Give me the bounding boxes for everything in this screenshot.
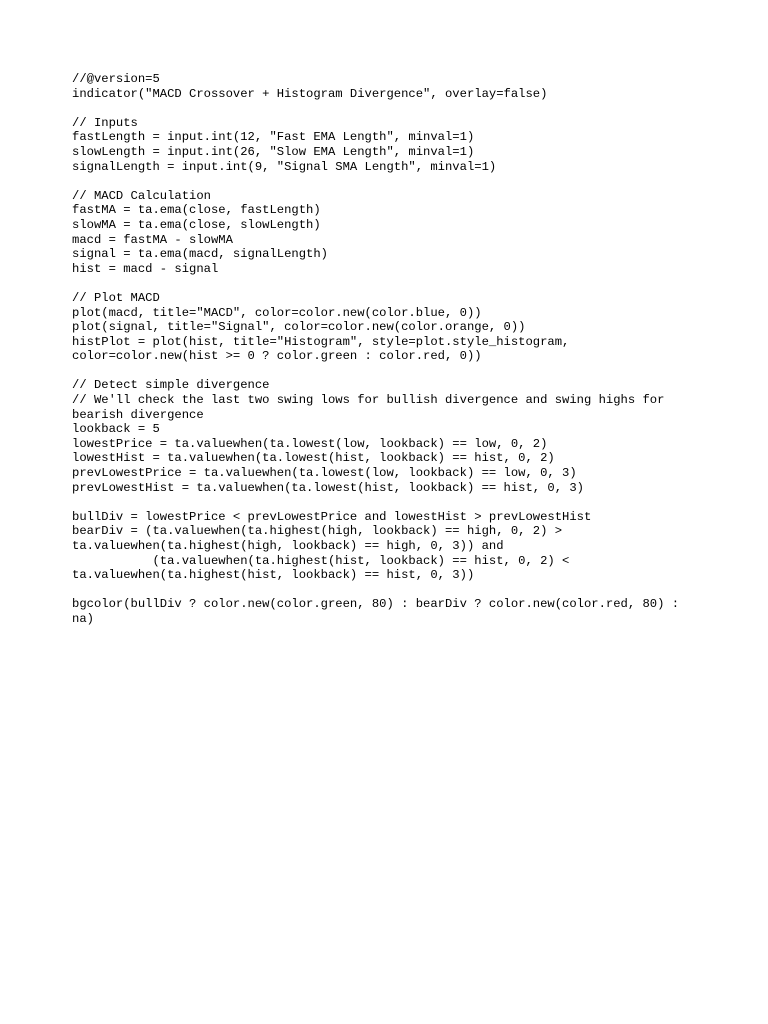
code-line: prevLowestHist = ta.valuewhen(ta.lowest(hist, lookback) == hist, 0, 3): [72, 480, 584, 495]
code-line: ta.valuewhen(ta.highest(hist, lookback) == hist, 0, 3)): [72, 568, 475, 583]
code-line: hist = macd - signal: [72, 261, 219, 276]
code-line: fastLength = input.int(12, "Fast EMA Length", minval=1): [72, 130, 475, 145]
code-line: lowestPrice = ta.valuewhen(ta.lowest(low, lookback) == low, 0, 2): [72, 436, 548, 451]
code-line: plot(signal, title="Signal", color=color.new(color.orange, 0)): [72, 320, 526, 335]
code-line: (ta.valuewhen(ta.highest(hist, lookback) == hist, 0, 2) <: [72, 553, 570, 568]
code-line: // Plot MACD: [72, 290, 160, 305]
code-line: fastMA = ta.ema(close, fastLength): [72, 203, 321, 218]
code-line: [72, 101, 712, 116]
code-line: [72, 276, 712, 291]
code-line: signal = ta.ema(macd, signalLength): [72, 247, 328, 262]
code-line: indicator("MACD Crossover + Histogram Divergence", overlay=false): [72, 86, 548, 101]
code-line: // Inputs: [72, 115, 138, 130]
code-line: //@version=5: [72, 72, 160, 86]
code-line: bearish divergence: [72, 407, 204, 422]
code-line: color=color.new(hist >= 0 ? color.green : color.red, 0)): [72, 349, 482, 364]
code-line: [72, 495, 712, 510]
code-block: [72, 72, 712, 627]
code-line: prevLowestPrice = ta.valuewhen(ta.lowest(low, lookback) == low, 0, 3): [72, 466, 577, 481]
code-line: [72, 364, 712, 379]
code-line: [72, 583, 712, 598]
code-line: bullDiv = lowestPrice < prevLowestPrice and lowestHist > prevLowestHist: [72, 509, 592, 524]
code-line: [72, 174, 712, 189]
code-line: ta.valuewhen(ta.highest(high, lookback) == high, 0, 3)) and: [72, 539, 504, 553]
code-line: lowestHist = ta.valuewhen(ta.lowest(hist, lookback) == hist, 0, 2): [72, 451, 555, 466]
code-line: // We'll check the last two swing lows for bullish divergence and swing highs for: [72, 393, 665, 408]
code-line: signalLength = input.int(9, "Signal SMA Length", minval=1): [72, 159, 497, 174]
code-line: slowLength = input.int(26, "Slow EMA Length", minval=1): [72, 144, 475, 159]
code-line: bearDiv = (ta.valuewhen(ta.highest(high, lookback) == high, 0, 2) >: [72, 524, 563, 539]
code-line: bgcolor(bullDiv ? color.new(color.green, 80) : bearDiv ? color.new(color.red, 80) :: [72, 597, 680, 612]
code-line: plot(macd, title="MACD", color=color.new(color.blue, 0)): [72, 305, 482, 320]
code-line: // Detect simple divergence: [72, 378, 270, 393]
code-line: na): [72, 611, 94, 626]
code-line: macd = fastMA - slowMA: [72, 232, 233, 247]
code-line: // MACD Calculation: [72, 188, 211, 203]
code-line: lookback = 5: [72, 422, 160, 437]
code-line: slowMA = ta.ema(close, slowLength): [72, 217, 321, 232]
code-line: histPlot = plot(hist, title="Histogram", style=plot.style_histogram,: [72, 334, 570, 349]
